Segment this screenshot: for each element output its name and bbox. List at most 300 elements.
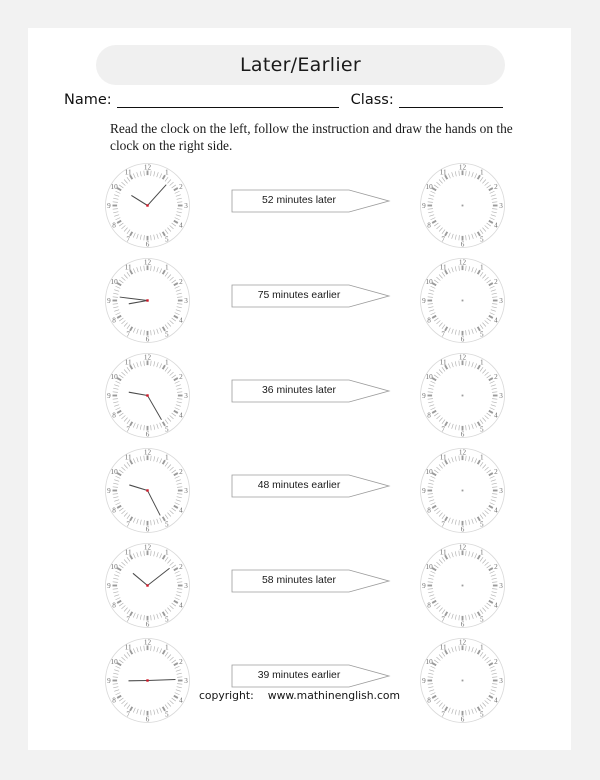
clock-minute-hand (148, 680, 176, 681)
clock-numeral: 1 (480, 358, 484, 367)
clock-minute-tick (439, 323, 442, 327)
clock-minute-tick (452, 457, 454, 462)
clock-minute-tick (439, 228, 442, 232)
clock-minute-tick (455, 266, 456, 271)
clock-minute-tick (114, 595, 119, 597)
clock-minute-tick (490, 286, 495, 288)
clock-numeral: 6 (145, 620, 150, 629)
clock-minute-tick (452, 362, 454, 367)
clock-numeral: 3 (499, 297, 503, 306)
clock-minute-tick (172, 185, 176, 188)
arrow-shape-4 (231, 469, 391, 503)
clock-left-3 (100, 348, 195, 443)
clock-minute-tick (469, 646, 470, 651)
clock-minute-tick (480, 652, 483, 656)
clock-minute-tick (121, 467, 125, 470)
name-class-row (64, 90, 544, 114)
clock-minute-tick (452, 709, 454, 714)
clock-minute-tick (160, 518, 162, 523)
clock-minute-tick (472, 424, 474, 429)
clock-minute-tick (116, 476, 121, 478)
clock-minute-hand (148, 491, 161, 516)
clock-center-dot (146, 489, 148, 491)
clock-minute-tick (114, 405, 119, 407)
clock-minute-tick (140, 425, 141, 430)
clock-numeral: 2 (179, 467, 183, 476)
clock-minute-tick (144, 710, 145, 715)
clock-minute-tick (116, 286, 121, 288)
clock-numeral: 7 (441, 520, 445, 529)
clock-minute-tick (475, 554, 477, 559)
clock-numeral: 10 (110, 277, 118, 286)
clock-minute-tick (485, 657, 489, 660)
clock-minute-tick (485, 510, 489, 513)
clock-minute-tick (167, 703, 170, 707)
clock-minute-tick (439, 464, 442, 468)
class-input-line[interactable] (399, 92, 503, 108)
clock-numeral: 1 (165, 358, 169, 367)
clock-center-dot (462, 300, 464, 302)
clock-minute-tick (127, 420, 130, 424)
clock-hour-hand (129, 301, 148, 304)
clock-numeral: 5 (480, 425, 484, 434)
clock-minute-tick (482, 228, 485, 232)
clock-minute-tick (113, 392, 118, 393)
clock-hour-tick (117, 221, 121, 223)
clock-numeral: 4 (494, 411, 498, 420)
clock-minute-tick (119, 603, 123, 606)
clock-hour-tick (432, 316, 436, 318)
clock-numeral: 3 (499, 677, 503, 686)
clock-numeral: 11 (439, 643, 447, 652)
clock-hour-tick (117, 188, 121, 190)
clock-minute-tick (160, 613, 162, 618)
clock-minute-tick (127, 610, 130, 614)
clock-minute-tick (154, 425, 155, 430)
arrow-banner-shape (232, 380, 389, 402)
clock-minute-hand (148, 396, 162, 420)
right-clock-slot[interactable] (415, 633, 510, 728)
clock-minute-tick (121, 605, 125, 608)
clock-numeral: 12 (143, 543, 152, 552)
clock-minute-tick (466, 520, 467, 525)
clock-minute-tick (472, 329, 474, 334)
clock-numeral: 3 (499, 202, 503, 211)
clock-numeral: 7 (126, 330, 130, 339)
clock-minute-tick (124, 513, 127, 517)
clock-numeral: 4 (179, 221, 183, 230)
clock-numeral: 4 (179, 316, 183, 325)
clock-minute-tick (429, 595, 434, 597)
clock-minute-tick (170, 562, 174, 565)
clock-numeral: 2 (494, 182, 498, 191)
clock-minute-tick (167, 654, 170, 658)
clock-minute-tick (154, 551, 155, 556)
clock-minute-tick (154, 266, 155, 271)
clock-numeral: 3 (184, 202, 188, 211)
clock-minute-tick (176, 500, 181, 502)
clock-minute-tick (428, 582, 433, 583)
clock-minute-tick (448, 613, 450, 618)
clock-minute-tick (472, 647, 474, 652)
clock-minute-tick (176, 480, 181, 482)
clock-minute-tick (428, 212, 433, 213)
clock-minute-tick (492, 402, 497, 403)
clock-minute-tick (455, 425, 456, 430)
clock-minute-tick (133, 174, 135, 179)
clock-minute-tick (113, 494, 118, 495)
clock-numeral: 3 (184, 582, 188, 591)
clock-minute-tick (455, 646, 456, 651)
clock-numeral: 9 (422, 202, 426, 211)
clock-minute-tick (177, 202, 182, 203)
clock-minute-tick (439, 654, 442, 658)
clock-minute-tick (114, 290, 119, 292)
clock-numeral: 10 (110, 182, 118, 191)
clock-minute-tick (475, 423, 477, 428)
clock-minute-tick (172, 603, 176, 606)
clock-minute-tick (429, 480, 434, 482)
clock-minute-tick (140, 235, 141, 240)
clock-minute-tick (448, 328, 450, 333)
clock-numeral: 4 (494, 221, 498, 230)
clock-numeral: 8 (427, 506, 431, 515)
clock-minute-tick (137, 709, 139, 714)
worksheet-sheet (28, 28, 571, 750)
clock-numeral: 5 (480, 710, 484, 719)
worksheet-title-pill (96, 45, 505, 85)
clock-numeral: 3 (499, 392, 503, 401)
clock-minute-tick (448, 554, 450, 559)
clock-minute-tick (113, 483, 118, 484)
clock-hour-tick (174, 378, 178, 380)
clock-numeral: 5 (165, 235, 169, 244)
clock-minute-tick (490, 408, 495, 410)
clock-minute-tick (485, 372, 489, 375)
clock-minute-tick (121, 277, 125, 280)
clock-minute-tick (113, 589, 118, 590)
clock-hour-tick (489, 601, 493, 603)
clock-numeral: 12 (143, 448, 152, 457)
clock-numeral: 9 (107, 582, 111, 591)
clock-numeral: 5 (480, 520, 484, 529)
clock-hour-tick (432, 188, 436, 190)
clock-numeral: 11 (439, 548, 447, 557)
clock-hour-tick (130, 232, 132, 236)
clock-minute-tick (113, 202, 118, 203)
clock-hour-tick (489, 473, 493, 475)
clock-minute-tick (176, 670, 181, 672)
clock-numeral: 3 (499, 487, 503, 496)
clock-minute-tick (113, 582, 118, 583)
clock-numeral: 1 (165, 453, 169, 462)
clock-minute-tick (455, 330, 456, 335)
clock-hour-tick (432, 601, 436, 603)
clock-minute-tick (436, 467, 440, 470)
clock-minute-tick (154, 235, 155, 240)
clock-numeral: 9 (107, 297, 111, 306)
clock-hour-tick (489, 411, 493, 413)
clock-minute-tick (133, 649, 135, 654)
clock-minute-tick (177, 212, 182, 213)
clock-numeral: 1 (165, 263, 169, 272)
clock-minute-tick (154, 361, 155, 366)
name-input-line[interactable] (117, 92, 339, 108)
clock-minute-tick (436, 225, 440, 228)
clock-minute-tick (177, 304, 182, 305)
instruction-arrow (231, 279, 391, 313)
clock-minute-tick (431, 503, 436, 505)
clock-minute-tick (428, 497, 433, 498)
instruction-label: 75 minutes earlier (257, 290, 341, 301)
clock-minute-tick (114, 195, 119, 197)
clock-minute-tick (154, 330, 155, 335)
clock-minute-tick (428, 673, 433, 674)
clock-right-4 (415, 443, 510, 538)
exercise-row (28, 538, 571, 633)
clock-minute-tick (434, 508, 438, 511)
clock-minute-tick (492, 582, 497, 583)
clock-minute-tick (436, 372, 440, 375)
clock-minute-tick (485, 182, 489, 185)
clock-minute-tick (431, 571, 436, 573)
clock-minute-tick (133, 708, 135, 713)
clock-minute-tick (472, 519, 474, 524)
clock-minute-tick (480, 177, 483, 181)
clock-numeral: 1 (480, 453, 484, 462)
clock-minute-tick (428, 589, 433, 590)
clock-right-2 (415, 253, 510, 348)
clock-minute-tick (133, 233, 135, 238)
clock-minute-tick (480, 272, 483, 276)
clock-minute-tick (480, 420, 483, 424)
clock-numeral: 8 (112, 411, 116, 420)
clock-hour-tick (174, 316, 178, 318)
clock-minute-tick (160, 233, 162, 238)
clock-minute-tick (127, 230, 130, 234)
clock-minute-tick (487, 508, 491, 511)
clock-minute-tick (442, 420, 445, 424)
clock-minute-tick (167, 608, 170, 612)
right-clock-slot[interactable] (415, 443, 510, 538)
clock-minute-tick (490, 598, 495, 600)
clock-minute-tick (175, 191, 180, 193)
clock-minute-tick (127, 652, 130, 656)
clock-hour-tick (432, 411, 436, 413)
clock-minute-tick (160, 364, 162, 369)
clock-minute-tick (434, 318, 438, 321)
clock-minute-tick (177, 673, 182, 674)
clock-minute-tick (177, 297, 182, 298)
clock-minute-tick (472, 614, 474, 619)
clock-minute-tick (151, 330, 152, 335)
clock-minute-tick (492, 198, 497, 199)
right-clock-slot[interactable] (415, 348, 510, 443)
instruction-arrow (231, 184, 391, 218)
clock-minute-tick (448, 708, 450, 713)
clock-minute-tick (448, 518, 450, 523)
clock-minute-tick (165, 610, 168, 614)
arrow-banner-shape (232, 475, 389, 497)
clock-minute-tick (452, 172, 454, 177)
clock-numeral: 10 (425, 657, 433, 666)
clock-minute-tick (113, 578, 118, 579)
clock-minute-tick (469, 330, 470, 335)
clock-minute-tick (434, 660, 438, 663)
clock-numeral: 12 (143, 638, 152, 647)
clock-minute-tick (160, 708, 162, 713)
clock-minute-tick (475, 613, 477, 618)
clock-minute-tick (157, 519, 159, 524)
instruction-label: 52 minutes later (262, 195, 336, 206)
clock-minute-tick (137, 424, 139, 429)
clock-minute-tick (172, 375, 176, 378)
clock-minute-tick (165, 230, 168, 234)
arrow-banner-shape (232, 570, 389, 592)
clock-numeral: 5 (165, 425, 169, 434)
clock-numeral: 11 (439, 453, 447, 462)
clock-minute-tick (455, 710, 456, 715)
clock-minute-tick (480, 325, 483, 329)
clock-numeral: 5 (165, 330, 169, 339)
instruction-label: 39 minutes earlier (257, 670, 341, 681)
clock-minute-tick (487, 413, 491, 416)
clock-numeral: 3 (499, 582, 503, 591)
clock-minute-tick (121, 415, 125, 418)
clock-minute-tick (472, 234, 474, 239)
clock-minute-tick (452, 552, 454, 557)
clock-minute-tick (140, 646, 141, 651)
clock-minute-tick (170, 372, 174, 375)
left-clock-slot (100, 158, 195, 253)
clock-minute-tick (116, 408, 121, 410)
clock-minute-tick (133, 518, 135, 523)
clock-minute-tick (491, 385, 496, 387)
clock-minute-tick (113, 687, 118, 688)
clock-minute-tick (157, 362, 159, 367)
clock-minute-tick (121, 510, 125, 513)
clock-numeral: 9 (107, 487, 111, 496)
clock-numeral: 11 (439, 263, 447, 272)
clock-minute-tick (492, 677, 497, 678)
clock-minute-tick (469, 551, 470, 556)
clock-minute-tick (154, 520, 155, 525)
clock-hour-tick (130, 612, 132, 616)
clock-minute-tick (469, 361, 470, 366)
clock-numeral: 1 (480, 168, 484, 177)
arrow-shape-5 (231, 564, 391, 598)
clock-minute-tick (487, 185, 491, 188)
clock-minute-tick (124, 228, 127, 232)
clock-minute-tick (475, 364, 477, 369)
clock-minute-tick (475, 328, 477, 333)
clock-minute-tick (175, 503, 180, 505)
right-clock-slot[interactable] (415, 158, 510, 253)
instruction-arrow (231, 659, 391, 693)
clock-minute-tick (177, 684, 182, 685)
clock-minute-tick (459, 330, 460, 335)
clock-minute-tick (485, 415, 489, 418)
clock-minute-tick (448, 649, 450, 654)
clock-minute-tick (157, 647, 159, 652)
clock-minute-tick (491, 215, 496, 217)
clock-minute-tick (459, 425, 460, 430)
clock-numeral: 12 (143, 353, 152, 362)
clock-numeral: 12 (458, 638, 467, 647)
clock-numeral: 9 (422, 677, 426, 686)
clock-minute-tick (167, 323, 170, 327)
clock-minute-tick (472, 709, 474, 714)
clock-minute-tick (116, 218, 121, 220)
clock-minute-tick (469, 615, 470, 620)
clock-minute-tick (157, 172, 159, 177)
clock-minute-tick (177, 307, 182, 308)
clock-minute-tick (480, 515, 483, 519)
clock-numeral: 4 (179, 696, 183, 705)
clock-numeral: 9 (422, 297, 426, 306)
right-clock-slot[interactable] (415, 253, 510, 348)
clock-minute-tick (492, 487, 497, 488)
clock-minute-tick (466, 710, 467, 715)
clock-minute-tick (165, 177, 168, 181)
clock-minute-tick (175, 666, 180, 668)
clock-hour-tick (117, 601, 121, 603)
clock-minute-tick (113, 307, 118, 308)
clock-minute-tick (466, 425, 467, 430)
clock-minute-tick (116, 191, 121, 193)
clock-minute-tick (485, 320, 489, 323)
clock-minute-tick (448, 174, 450, 179)
clock-minute-tick (176, 290, 181, 292)
clock-numeral: 10 (425, 562, 433, 571)
clock-minute-tick (176, 575, 181, 577)
clock-minute-tick (482, 323, 485, 327)
clock-hour-tick (445, 612, 447, 616)
clock-left-4 (100, 443, 195, 538)
clock-numeral: 4 (494, 506, 498, 515)
clock-center-dot (146, 679, 148, 681)
clock-numeral: 12 (458, 258, 467, 267)
clock-minute-tick (428, 198, 433, 199)
clock-minute-tick (459, 235, 460, 240)
clock-numeral: 10 (110, 657, 118, 666)
clock-minute-tick (121, 372, 125, 375)
clock-minute-tick (137, 362, 139, 367)
clock-minute-tick (170, 657, 174, 660)
clock-numeral: 6 (145, 525, 150, 534)
clock-minute-tick (140, 171, 141, 176)
instruction-label: 36 minutes later (262, 385, 336, 396)
clock-numeral: 5 (480, 235, 484, 244)
clock-minute-tick (177, 198, 182, 199)
clock-numeral: 2 (179, 562, 183, 571)
clock-minute-tick (137, 457, 139, 462)
clock-minute-tick (144, 615, 145, 620)
clock-numeral: 9 (422, 392, 426, 401)
clock-numeral: 6 (460, 335, 465, 344)
clock-hour-tick (489, 568, 493, 570)
clock-numeral: 3 (184, 392, 188, 401)
clock-hour-tick (445, 422, 447, 426)
clock-minute-tick (491, 290, 496, 292)
right-clock-slot[interactable] (415, 538, 510, 633)
clock-minute-tick (436, 657, 440, 660)
clock-minute-tick (439, 274, 442, 278)
arrow-shape-3 (231, 374, 391, 408)
clock-minute-tick (160, 423, 162, 428)
clock-hour-tick (489, 378, 493, 380)
clock-minute-tick (176, 195, 181, 197)
